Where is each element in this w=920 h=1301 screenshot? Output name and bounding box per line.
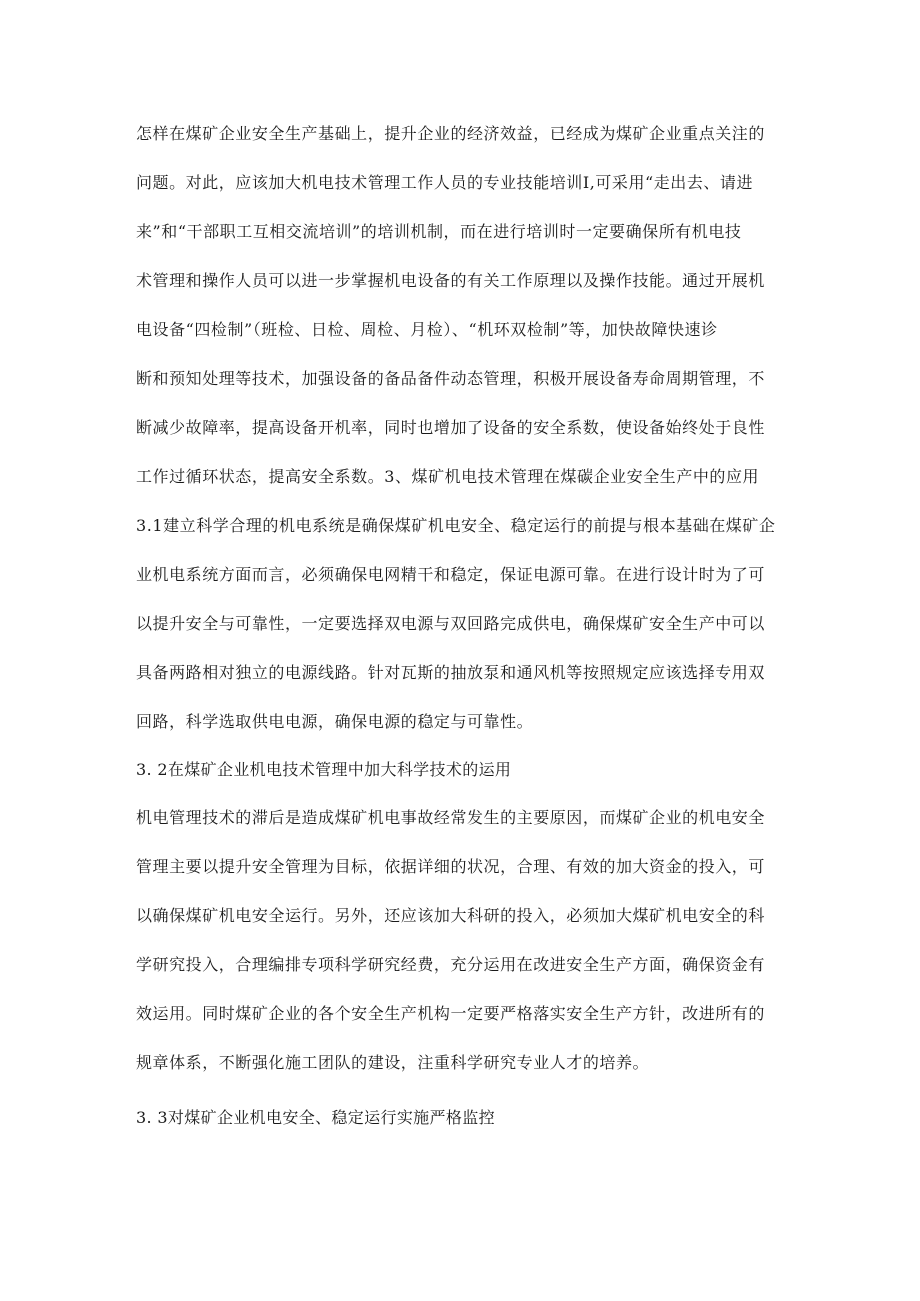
paragraph-line: 回路，科学选取供电电源，确保电源的稳定与可靠性。 — [136, 712, 534, 731]
section-heading: 3. 3对煤矿企业机电安全、稳定运行实施严格监控 — [136, 1108, 495, 1127]
paragraph-line: 学研究投入，合理编排专项科学研究经费，充分运用在改进安全生产方面，确保资金有 — [136, 955, 765, 974]
section-heading: 3. 2在煤矿企业机电技术管理中加大科学技术的运用 — [136, 760, 512, 779]
paragraph-line: 断减少故障率，提高设备开机率，同时也增加了设备的安全系数，使设备始终处于良性 — [136, 418, 765, 437]
paragraph-line: 业机电系统方面而言，必须确保电网精干和稳定，保证电源可靠。在进行设计时为了可 — [136, 565, 765, 584]
paragraph-line: 规章体系，不断强化施工团队的建设，注重科学研究专业人才的培养。 — [136, 1053, 650, 1072]
paragraph-line: 管理主要以提升安全管理为目标，依据详细的状况，合理、有效的加大资金的投入，可 — [136, 857, 765, 876]
paragraph-line: 以提升安全与可靠性，一定要选择双电源与双回路完成供电，确保煤矿安全生产中可以 — [136, 614, 765, 633]
paragraph-line: 怎样在煤矿企业安全生产基础上，提升企业的经济效益，已经成为煤矿企业重点关注的 — [136, 124, 765, 143]
paragraph-line: 机电管理技术的滞后是造成煤矿机电事故经常发生的主要原因，而煤矿企业的机电安全 — [136, 808, 765, 827]
paragraph-line: 工作过循环状态，提高安全系数。3、煤矿机电技术管理在煤碳企业安全生产中的应用 — [136, 467, 760, 486]
paragraph-line: 术管理和操作人员可以进一步掌握机电设备的有关工作原理以及操作技能。通过开展机 — [136, 271, 765, 290]
paragraph-line: 问题。对此，应该加大机电技术管理工作人员的专业技能培训I,可采用“走出去、请进 — [136, 173, 754, 192]
paragraph-line: 以确保煤矿机电安全运行。另外，还应该加大科研的投入，必须加大煤矿机电安全的科 — [136, 906, 765, 925]
paragraph-line: 3.1建立科学合理的机电系统是确保煤矿机电安全、稳定运行的前提与根本基础在煤矿企 — [136, 516, 776, 535]
paragraph-line: 来”和“干部职工互相交流培训”的培训机制，而在进行培训时一定要确保所有机电技 — [136, 222, 742, 241]
paragraph-line: 电设备“四检制”（班检、日检、周检、月检）、“机环双检制”等，加快故障快速诊 — [136, 320, 718, 339]
paragraph-line: 具备两路相对独立的电源线路。针对瓦斯的抽放泵和通风机等按照规定应该选择专用双 — [136, 663, 765, 682]
paragraph-line: 效运用。同时煤矿企业的各个安全生产机构一定要严格落实安全生产方针，改进所有的 — [136, 1004, 765, 1023]
paragraph-line: 断和预知处理等技术，加强设备的备品备件动态管理，积极开展设备寿命周期管理，不 — [136, 369, 765, 388]
